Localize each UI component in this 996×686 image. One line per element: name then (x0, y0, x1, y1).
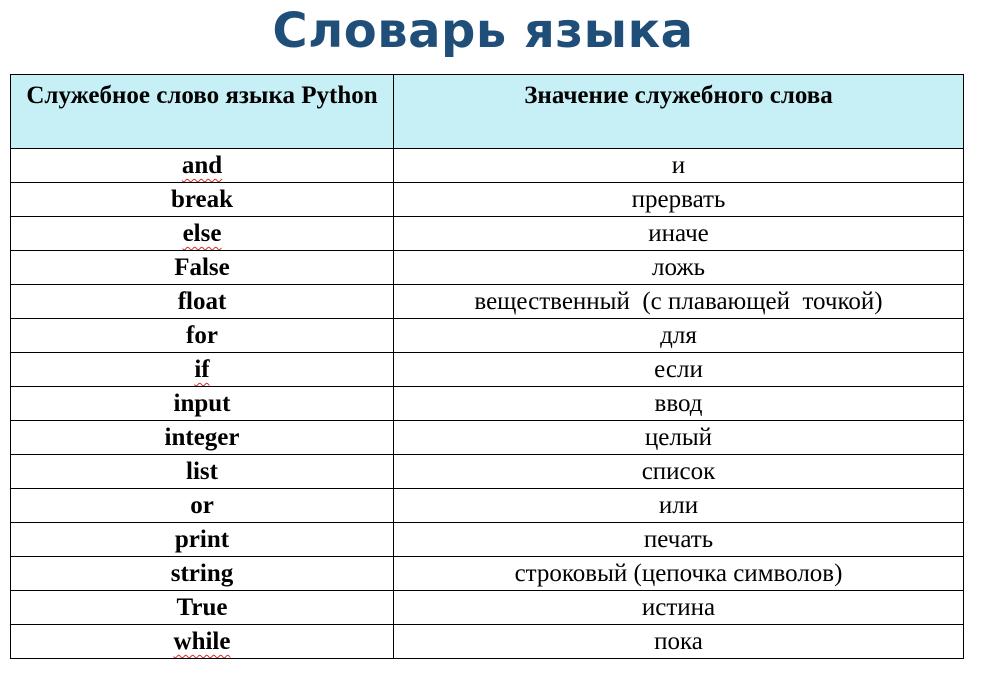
meaning-cell: прервать (394, 183, 964, 217)
meaning-cell: иначе (394, 217, 964, 251)
keyword-cell (11, 455, 394, 489)
table-row (11, 387, 964, 421)
meaning-cell: если (394, 353, 964, 387)
meaning-cell: ложь (394, 251, 964, 285)
keyword-cell (11, 591, 394, 625)
keyword-cell (11, 557, 394, 591)
table-row (11, 353, 964, 387)
table-row (11, 455, 964, 489)
keyword-text: while (173, 628, 231, 655)
meaning-cell: печать (394, 523, 964, 557)
keyword-cell (11, 149, 394, 183)
python-dictionary-table (10, 74, 964, 659)
meaning-cell: список (394, 455, 964, 489)
table-body (11, 149, 964, 659)
keyword-text: input (173, 390, 231, 417)
table-row (11, 591, 964, 625)
keyword-text: print (174, 526, 230, 553)
keyword-cell (11, 183, 394, 217)
keyword-text: else (182, 220, 222, 247)
table-row (11, 251, 964, 285)
table-row (11, 217, 964, 251)
keyword-text: float (177, 288, 227, 315)
meaning-cell: вещественный (с плавающей точкой) (394, 285, 964, 319)
keyword-cell (11, 523, 394, 557)
meaning-cell: строковый (цепочка символов) (394, 557, 964, 591)
keyword-cell (11, 217, 394, 251)
meaning-cell: целый (394, 421, 964, 455)
meaning-cell: и (394, 149, 964, 183)
table-header-row (11, 75, 964, 149)
table-row (11, 285, 964, 319)
keyword-text: for (186, 322, 218, 349)
keyword-text: and (181, 152, 223, 179)
header-keyword: Служебное слово языка Python (11, 75, 394, 149)
keyword-text: or (190, 492, 214, 519)
table-row (11, 489, 964, 523)
keyword-cell (11, 421, 394, 455)
slide-title: Словарь языка (272, 3, 694, 59)
table-row (11, 557, 964, 591)
keyword-cell (11, 353, 394, 387)
keyword-cell (11, 489, 394, 523)
keyword-text: if (194, 356, 210, 383)
keyword-cell (11, 251, 394, 285)
keyword-cell (11, 387, 394, 421)
keyword-cell (11, 625, 394, 659)
keyword-cell (11, 319, 394, 353)
header-meaning: Значение служебного слова (394, 75, 964, 149)
table-row (11, 319, 964, 353)
meaning-cell: или (394, 489, 964, 523)
meaning-cell: истина (394, 591, 964, 625)
keyword-text: integer (164, 424, 240, 451)
keyword-text: False (174, 254, 230, 281)
table-row (11, 183, 964, 217)
meaning-cell: пока (394, 625, 964, 659)
table-row (11, 149, 964, 183)
keyword-text: True (176, 594, 228, 621)
table-row (11, 523, 964, 557)
table-row (11, 421, 964, 455)
meaning-cell: для (394, 319, 964, 353)
keyword-text: break (170, 186, 234, 213)
keyword-cell (11, 285, 394, 319)
keyword-text: string (170, 560, 234, 587)
table-row (11, 625, 964, 659)
meaning-cell: ввод (394, 387, 964, 421)
keyword-text: list (186, 458, 218, 485)
